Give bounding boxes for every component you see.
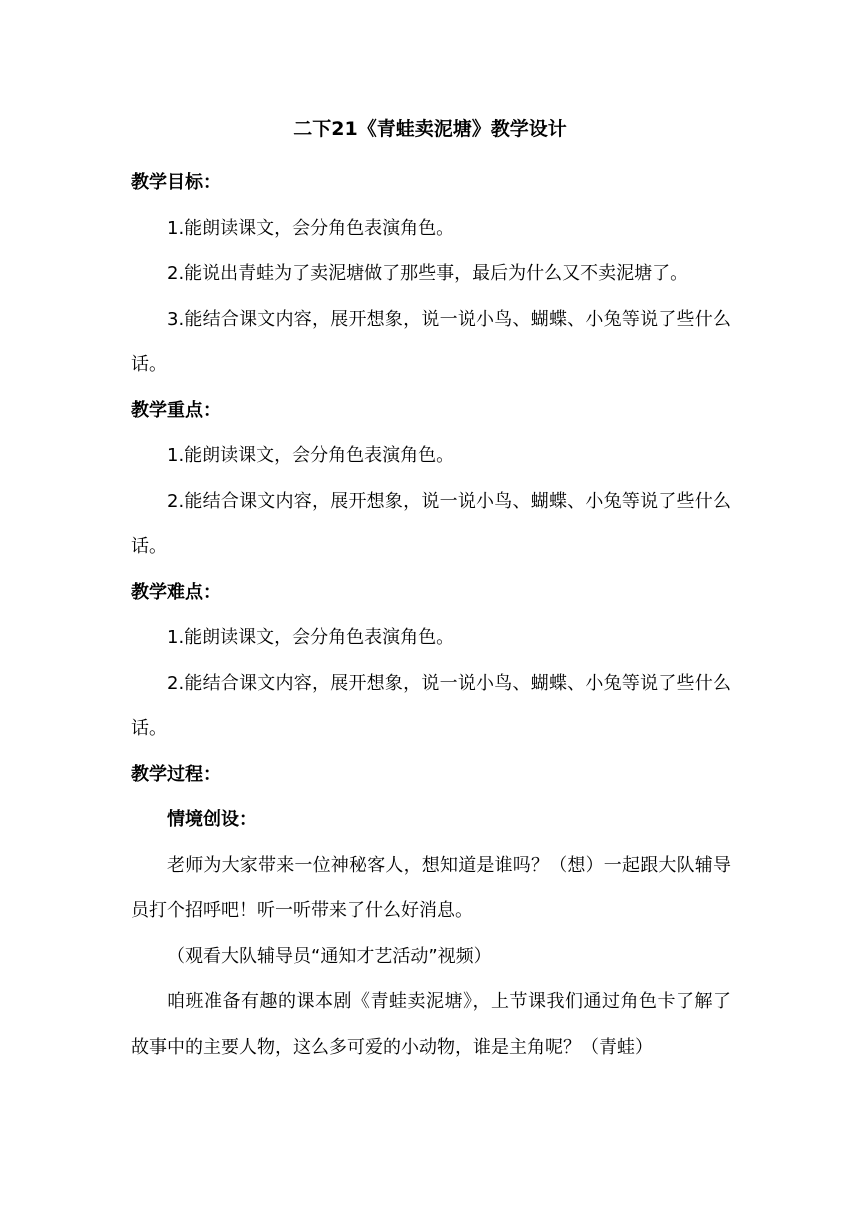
process-paragraph: （观看大队辅导员“通知才艺活动”视频）: [167, 945, 492, 967]
difficulties-heading: 教学难点：: [131, 581, 221, 603]
goals-heading: 教学目标：: [131, 172, 221, 193]
difficulties-item: 2.能结合课文内容，展开想象，说一说小鸟、蝴蝶、小兔等说了些什么话。: [131, 672, 731, 739]
goals-item: 3.能结合课文内容，展开想象，说一说小鸟、蝴蝶、小兔等说了些什么话。: [131, 308, 731, 375]
document-title: 二下21《青蛙卖泥塘》教学设计: [293, 118, 567, 140]
process-paragraph: 老师为大家带来一位神秘客人，想知道是谁吗？（想）一起跟大队辅导员打个招呼吧！听一听带来了什么好消息。: [131, 854, 731, 921]
key-points-heading: 教学重点：: [131, 399, 221, 421]
document-body: [131, 160, 731, 1070]
goals-item: 2.能说出青蛙为了卖泥塘做了那些事，最后为什么又不卖泥塘了。: [167, 263, 689, 284]
difficulties-item: 1.能朗读课文，会分角色表演角色。: [167, 627, 455, 648]
goals-item: 1.能朗读课文，会分角色表演角色。: [167, 217, 455, 239]
key-points-item: 2.能结合课文内容，展开想象，说一说小鸟、蝴蝶、小兔等说了些什么话。: [131, 490, 731, 557]
process-subheading: 情境创设：: [167, 809, 257, 830]
process-heading: 教学过程：: [131, 763, 221, 785]
key-points-item: 1.能朗读课文，会分角色表演角色。: [167, 445, 455, 466]
process-paragraph: 咱班准备有趣的课本剧《青蛙卖泥塘》，上节课我们通过角色卡了解了故事中的主要人物，这么多可爱的小动物，谁是主角呢？（青蛙）: [131, 991, 731, 1058]
